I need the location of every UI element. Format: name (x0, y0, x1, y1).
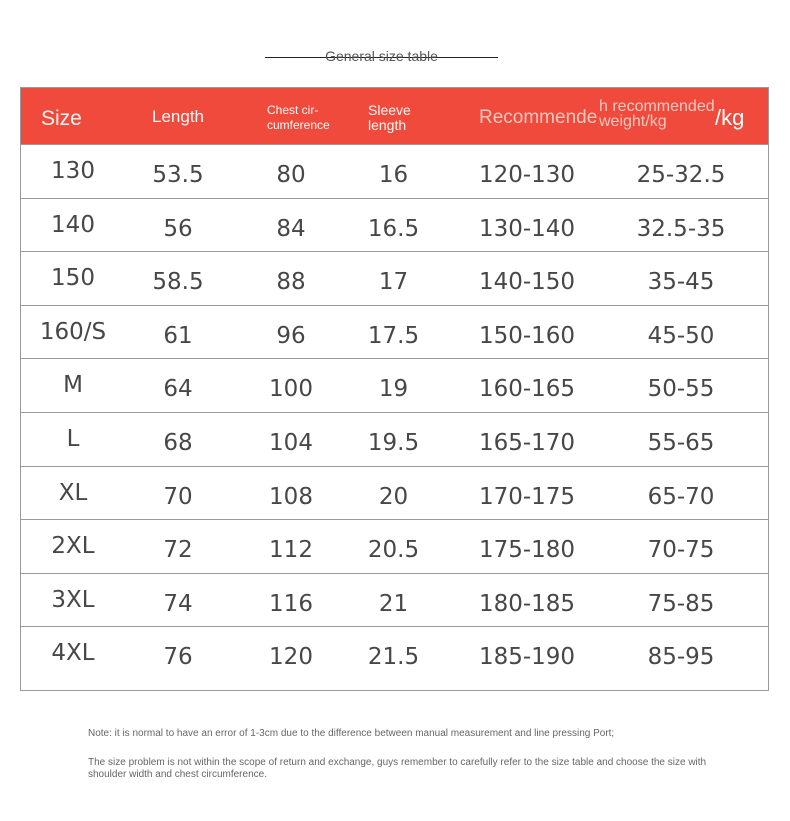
table-cell: 20 (378, 483, 409, 510)
table-cell: 75-85 (647, 590, 715, 617)
table-cell: 16 (378, 162, 409, 188)
table-cell: 120-130 (478, 162, 576, 188)
table-cell: 150 (51, 265, 95, 292)
table-cell: 140 (51, 211, 95, 238)
table-row (21, 626, 768, 680)
table-cell: 35-45 (647, 269, 715, 296)
table-cell: 20.5 (367, 537, 420, 564)
table-cell: 80 (276, 162, 306, 188)
title-text: General size table (325, 48, 438, 64)
table-cell: 175-180 (478, 537, 576, 564)
table-cell: 70 (163, 483, 193, 510)
header-length: Length (152, 107, 204, 126)
header-sleeve: Sleeve length (368, 102, 411, 133)
table-cell: 58.5 (152, 269, 204, 296)
table-cell: 160/S (39, 318, 107, 345)
table-cell: 84 (276, 215, 306, 242)
table-row (21, 412, 768, 466)
table-cell: 17 (378, 269, 409, 296)
header-recommended-height: Recommende (479, 107, 598, 128)
table-cell: 108 (269, 483, 313, 510)
table-cell: 65-70 (647, 483, 715, 510)
table-cell: 165-170 (478, 430, 576, 456)
table-cell: 85-95 (647, 644, 715, 671)
table-cell: 61 (163, 322, 193, 349)
table-cell: 72 (163, 537, 193, 564)
table-cell: 68 (163, 430, 193, 456)
table-cell: 50-55 (647, 376, 715, 403)
table-cell: 120 (269, 644, 313, 671)
table-cell: 116 (269, 590, 313, 617)
table-cell: XL (58, 479, 88, 506)
table-row (21, 466, 768, 520)
table-row (21, 519, 768, 573)
table-cell: 76 (163, 644, 193, 671)
table-row (21, 573, 768, 627)
table-cell: 112 (269, 537, 313, 564)
table-row (21, 198, 768, 252)
header-chest: Chest cir-cumference (267, 103, 330, 132)
table-cell: 180-185 (478, 590, 576, 617)
size-table-title (265, 46, 498, 68)
table-row (21, 358, 768, 412)
table-cell: 88 (276, 269, 306, 296)
table-cell: 100 (269, 376, 313, 403)
size-table (20, 87, 769, 691)
table-cell: 56 (163, 215, 193, 242)
table-cell: 45-50 (647, 322, 715, 349)
header-size: Size (41, 107, 82, 130)
table-row (21, 144, 768, 198)
note-measurement-error: Note: it is normal to have an error of 1-3cm due to the difference between manual measurement and line pressing Port; (88, 728, 615, 739)
table-row (21, 305, 768, 359)
table-cell: 4XL (51, 640, 95, 667)
table-cell: 104 (269, 430, 313, 456)
table-cell: 19 (378, 376, 409, 403)
table-cell: 140-150 (478, 269, 576, 296)
table-cell: 19.5 (367, 430, 420, 456)
table-header (21, 88, 768, 144)
table-cell: 3XL (51, 586, 95, 613)
table-cell: 130-140 (478, 215, 576, 242)
table-cell: 185-190 (478, 644, 576, 671)
header-unit: /kg (715, 105, 745, 130)
table-cell: 70-75 (647, 537, 715, 564)
table-cell: 130 (51, 158, 95, 184)
table-cell: 150-160 (478, 322, 576, 349)
table-cell: 96 (276, 322, 306, 349)
table-cell: 25-32.5 (636, 162, 726, 188)
table-cell: 2XL (51, 533, 95, 560)
table-cell: 55-65 (647, 430, 715, 456)
header-recommended-weight: h recommended weight/kg (599, 98, 715, 130)
table-cell: 160-165 (478, 376, 576, 403)
table-cell: 170-175 (478, 483, 576, 510)
table-cell: L (66, 426, 80, 452)
note-return-policy: The size problem is not within the scope of return and exchange, guys remember to carefully refer to the size table and choose the size with shoulder width and chest circumference. (88, 757, 707, 780)
table-cell: 64 (163, 376, 193, 403)
table-row (21, 251, 768, 305)
table-cell: 32.5-35 (636, 215, 726, 242)
table-cell: 16.5 (367, 215, 420, 242)
table-cell: 21.5 (367, 644, 420, 671)
table-cell: 74 (163, 590, 193, 617)
table-cell: M (63, 372, 83, 399)
table-cell: 17.5 (367, 322, 420, 349)
table-cell: 21 (378, 590, 409, 617)
table-cell: 53.5 (152, 162, 204, 188)
